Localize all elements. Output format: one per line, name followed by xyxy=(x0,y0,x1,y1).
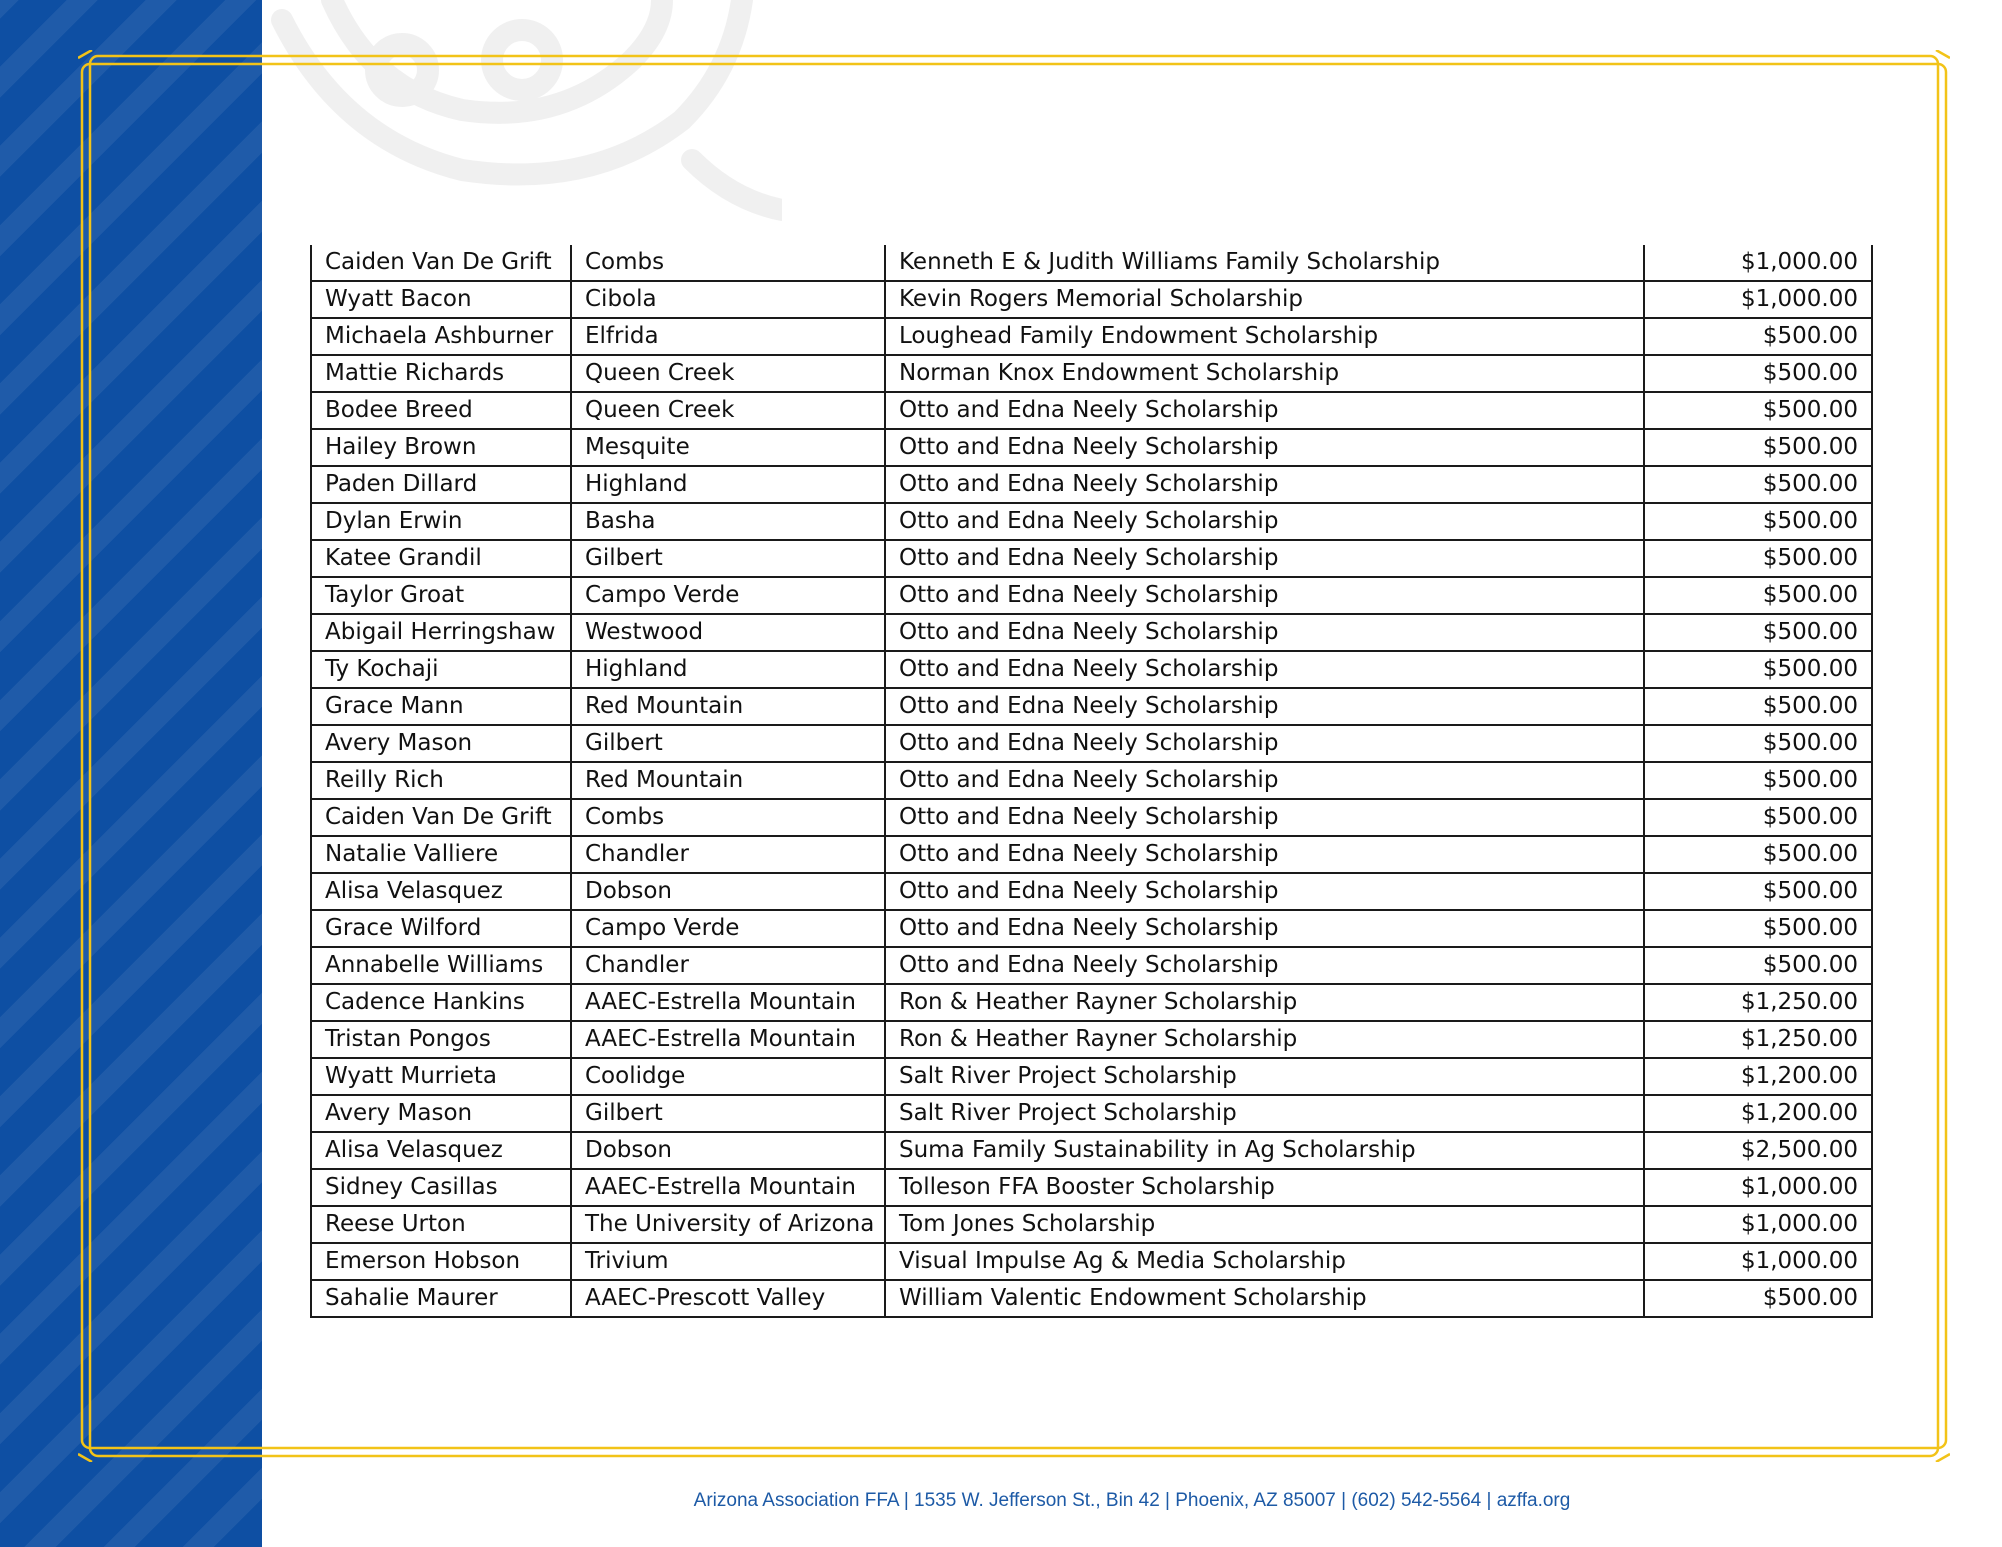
scholarship-name-cell: Tolleson FFA Booster Scholarship xyxy=(885,1169,1644,1206)
table-row xyxy=(311,392,1872,429)
scholarship-name-cell: Suma Family Sustainability in Ag Scholarship xyxy=(885,1132,1644,1169)
recipient-name-cell: Michaela Ashburner xyxy=(311,318,571,355)
recipient-name-cell: Grace Wilford xyxy=(311,910,571,947)
recipient-name-cell: Caiden Van De Grift xyxy=(311,799,571,836)
scholarship-table xyxy=(310,245,1873,1318)
school-cell: Red Mountain xyxy=(571,762,885,799)
recipient-name-cell: Bodee Breed xyxy=(311,392,571,429)
table-row xyxy=(311,1058,1872,1095)
table-row xyxy=(311,1206,1872,1243)
school-cell: Dobson xyxy=(571,873,885,910)
school-cell: Basha xyxy=(571,503,885,540)
recipient-name-cell: Tristan Pongos xyxy=(311,1021,571,1058)
recipient-name-cell: Grace Mann xyxy=(311,688,571,725)
scholarship-name-cell: Kenneth E & Judith Williams Family Scholarship xyxy=(885,245,1644,281)
scholarship-name-cell: Otto and Edna Neely Scholarship xyxy=(885,651,1644,688)
award-amount-cell: $500.00 xyxy=(1644,355,1872,392)
scholarship-name-cell: Kevin Rogers Memorial Scholarship xyxy=(885,281,1644,318)
school-cell: Queen Creek xyxy=(571,355,885,392)
recipient-name-cell: Sidney Casillas xyxy=(311,1169,571,1206)
table-row xyxy=(311,1095,1872,1132)
award-amount-cell: $1,200.00 xyxy=(1644,1095,1872,1132)
award-amount-cell: $1,000.00 xyxy=(1644,1206,1872,1243)
scholarship-name-cell: Otto and Edna Neely Scholarship xyxy=(885,540,1644,577)
table-row xyxy=(311,836,1872,873)
school-cell: Cibola xyxy=(571,281,885,318)
scholarship-name-cell: Otto and Edna Neely Scholarship xyxy=(885,947,1644,984)
scholarship-name-cell: Loughead Family Endowment Scholarship xyxy=(885,318,1644,355)
scholarship-name-cell: Otto and Edna Neely Scholarship xyxy=(885,614,1644,651)
table-row xyxy=(311,1243,1872,1280)
scholarship-name-cell: Otto and Edna Neely Scholarship xyxy=(885,762,1644,799)
table-row xyxy=(311,799,1872,836)
table-row xyxy=(311,281,1872,318)
table-row xyxy=(311,1021,1872,1058)
recipient-name-cell: Wyatt Bacon xyxy=(311,281,571,318)
table-row xyxy=(311,503,1872,540)
scholarship-name-cell: Otto and Edna Neely Scholarship xyxy=(885,429,1644,466)
award-amount-cell: $500.00 xyxy=(1644,318,1872,355)
scholarship-name-cell: Otto and Edna Neely Scholarship xyxy=(885,725,1644,762)
school-cell: AAEC-Estrella Mountain xyxy=(571,984,885,1021)
recipient-name-cell: Hailey Brown xyxy=(311,429,571,466)
recipient-name-cell: Annabelle Williams xyxy=(311,947,571,984)
school-cell: Elfrida xyxy=(571,318,885,355)
recipient-name-cell: Reilly Rich xyxy=(311,762,571,799)
recipient-name-cell: Wyatt Murrieta xyxy=(311,1058,571,1095)
table-row xyxy=(311,910,1872,947)
scholarship-name-cell: Ron & Heather Rayner Scholarship xyxy=(885,1021,1644,1058)
table-row xyxy=(311,355,1872,392)
award-amount-cell: $1,200.00 xyxy=(1644,1058,1872,1095)
school-cell: Dobson xyxy=(571,1132,885,1169)
recipient-name-cell: Mattie Richards xyxy=(311,355,571,392)
award-amount-cell: $500.00 xyxy=(1644,873,1872,910)
recipient-name-cell: Katee Grandil xyxy=(311,540,571,577)
table-row xyxy=(311,688,1872,725)
recipient-name-cell: Sahalie Maurer xyxy=(311,1280,571,1317)
award-amount-cell: $500.00 xyxy=(1644,762,1872,799)
school-cell: Combs xyxy=(571,245,885,281)
table-row xyxy=(311,1132,1872,1169)
school-cell: Westwood xyxy=(571,614,885,651)
scholarship-name-cell: Otto and Edna Neely Scholarship xyxy=(885,799,1644,836)
school-cell: Red Mountain xyxy=(571,688,885,725)
award-amount-cell: $500.00 xyxy=(1644,503,1872,540)
award-amount-cell: $500.00 xyxy=(1644,725,1872,762)
ffa-emblem-watermark xyxy=(262,0,782,260)
recipient-name-cell: Caiden Van De Grift xyxy=(311,245,571,281)
school-cell: AAEC-Estrella Mountain xyxy=(571,1169,885,1206)
table-row xyxy=(311,1169,1872,1206)
table-row xyxy=(311,614,1872,651)
recipient-name-cell: Taylor Groat xyxy=(311,577,571,614)
award-amount-cell: $500.00 xyxy=(1644,577,1872,614)
award-amount-cell: $500.00 xyxy=(1644,651,1872,688)
award-amount-cell: $500.00 xyxy=(1644,799,1872,836)
recipient-name-cell: Paden Dillard xyxy=(311,466,571,503)
award-amount-cell: $500.00 xyxy=(1644,614,1872,651)
table-row xyxy=(311,947,1872,984)
award-amount-cell: $1,000.00 xyxy=(1644,1169,1872,1206)
table-row xyxy=(311,873,1872,910)
school-cell: Gilbert xyxy=(571,725,885,762)
school-cell: Highland xyxy=(571,466,885,503)
award-amount-cell: $500.00 xyxy=(1644,947,1872,984)
recipient-name-cell: Avery Mason xyxy=(311,1095,571,1132)
school-cell: Campo Verde xyxy=(571,910,885,947)
school-cell: Gilbert xyxy=(571,1095,885,1132)
scholarship-name-cell: Salt River Project Scholarship xyxy=(885,1058,1644,1095)
award-amount-cell: $1,000.00 xyxy=(1644,245,1872,281)
award-amount-cell: $500.00 xyxy=(1644,688,1872,725)
school-cell: Chandler xyxy=(571,836,885,873)
award-amount-cell: $2,500.00 xyxy=(1644,1132,1872,1169)
table-row xyxy=(311,318,1872,355)
table-row xyxy=(311,245,1872,281)
recipient-name-cell: Emerson Hobson xyxy=(311,1243,571,1280)
scholarship-name-cell: Ron & Heather Rayner Scholarship xyxy=(885,984,1644,1021)
recipient-name-cell: Reese Urton xyxy=(311,1206,571,1243)
award-amount-cell: $1,000.00 xyxy=(1644,1243,1872,1280)
scholarship-name-cell: Otto and Edna Neely Scholarship xyxy=(885,836,1644,873)
award-amount-cell: $500.00 xyxy=(1644,910,1872,947)
scholarship-name-cell: Otto and Edna Neely Scholarship xyxy=(885,392,1644,429)
recipient-name-cell: Cadence Hankins xyxy=(311,984,571,1021)
scholarship-name-cell: Tom Jones Scholarship xyxy=(885,1206,1644,1243)
side-band xyxy=(0,0,262,1547)
table-row xyxy=(311,762,1872,799)
recipient-name-cell: Alisa Velasquez xyxy=(311,1132,571,1169)
award-amount-cell: $500.00 xyxy=(1644,540,1872,577)
award-amount-cell: $500.00 xyxy=(1644,466,1872,503)
scholarship-name-cell: Otto and Edna Neely Scholarship xyxy=(885,503,1644,540)
award-amount-cell: $1,000.00 xyxy=(1644,281,1872,318)
scholarship-table-body xyxy=(311,245,1872,1317)
scholarship-name-cell: Otto and Edna Neely Scholarship xyxy=(885,873,1644,910)
table-row xyxy=(311,429,1872,466)
scholarship-name-cell: Salt River Project Scholarship xyxy=(885,1095,1644,1132)
recipient-name-cell: Abigail Herringshaw xyxy=(311,614,571,651)
table-row xyxy=(311,540,1872,577)
table-row xyxy=(311,651,1872,688)
scholarship-name-cell: Otto and Edna Neely Scholarship xyxy=(885,688,1644,725)
table-row xyxy=(311,577,1872,614)
award-amount-cell: $1,250.00 xyxy=(1644,984,1872,1021)
school-cell: AAEC-Estrella Mountain xyxy=(571,1021,885,1058)
school-cell: AAEC-Prescott Valley xyxy=(571,1280,885,1317)
award-amount-cell: $1,250.00 xyxy=(1644,1021,1872,1058)
recipient-name-cell: Alisa Velasquez xyxy=(311,873,571,910)
table-row xyxy=(311,725,1872,762)
school-cell: Coolidge xyxy=(571,1058,885,1095)
school-cell: Mesquite xyxy=(571,429,885,466)
scholarship-table-container xyxy=(310,245,1871,1318)
recipient-name-cell: Natalie Valliere xyxy=(311,836,571,873)
school-cell: Queen Creek xyxy=(571,392,885,429)
footer-contact-line: Arizona Association FFA | 1535 W. Jefferson St., Bin 42 | Phoenix, AZ 85007 | (602) 542-5564 | azffa.org xyxy=(693,1490,1571,1511)
scholarship-name-cell: Norman Knox Endowment Scholarship xyxy=(885,355,1644,392)
scholarship-name-cell: Otto and Edna Neely Scholarship xyxy=(885,466,1644,503)
award-amount-cell: $500.00 xyxy=(1644,1280,1872,1317)
school-cell: The University of Arizona xyxy=(571,1206,885,1243)
recipient-name-cell: Dylan Erwin xyxy=(311,503,571,540)
award-amount-cell: $500.00 xyxy=(1644,836,1872,873)
table-row xyxy=(311,984,1872,1021)
scholarship-name-cell: William Valentic Endowment Scholarship xyxy=(885,1280,1644,1317)
award-amount-cell: $500.00 xyxy=(1644,392,1872,429)
school-cell: Highland xyxy=(571,651,885,688)
school-cell: Campo Verde xyxy=(571,577,885,614)
award-amount-cell: $500.00 xyxy=(1644,429,1872,466)
table-row xyxy=(311,466,1872,503)
school-cell: Combs xyxy=(571,799,885,836)
scholarship-name-cell: Otto and Edna Neely Scholarship xyxy=(885,577,1644,614)
recipient-name-cell: Avery Mason xyxy=(311,725,571,762)
school-cell: Chandler xyxy=(571,947,885,984)
table-row xyxy=(311,1280,1872,1317)
scholarship-name-cell: Otto and Edna Neely Scholarship xyxy=(885,910,1644,947)
school-cell: Gilbert xyxy=(571,540,885,577)
recipient-name-cell: Ty Kochaji xyxy=(311,651,571,688)
scholarship-name-cell: Visual Impulse Ag & Media Scholarship xyxy=(885,1243,1644,1280)
school-cell: Trivium xyxy=(571,1243,885,1280)
